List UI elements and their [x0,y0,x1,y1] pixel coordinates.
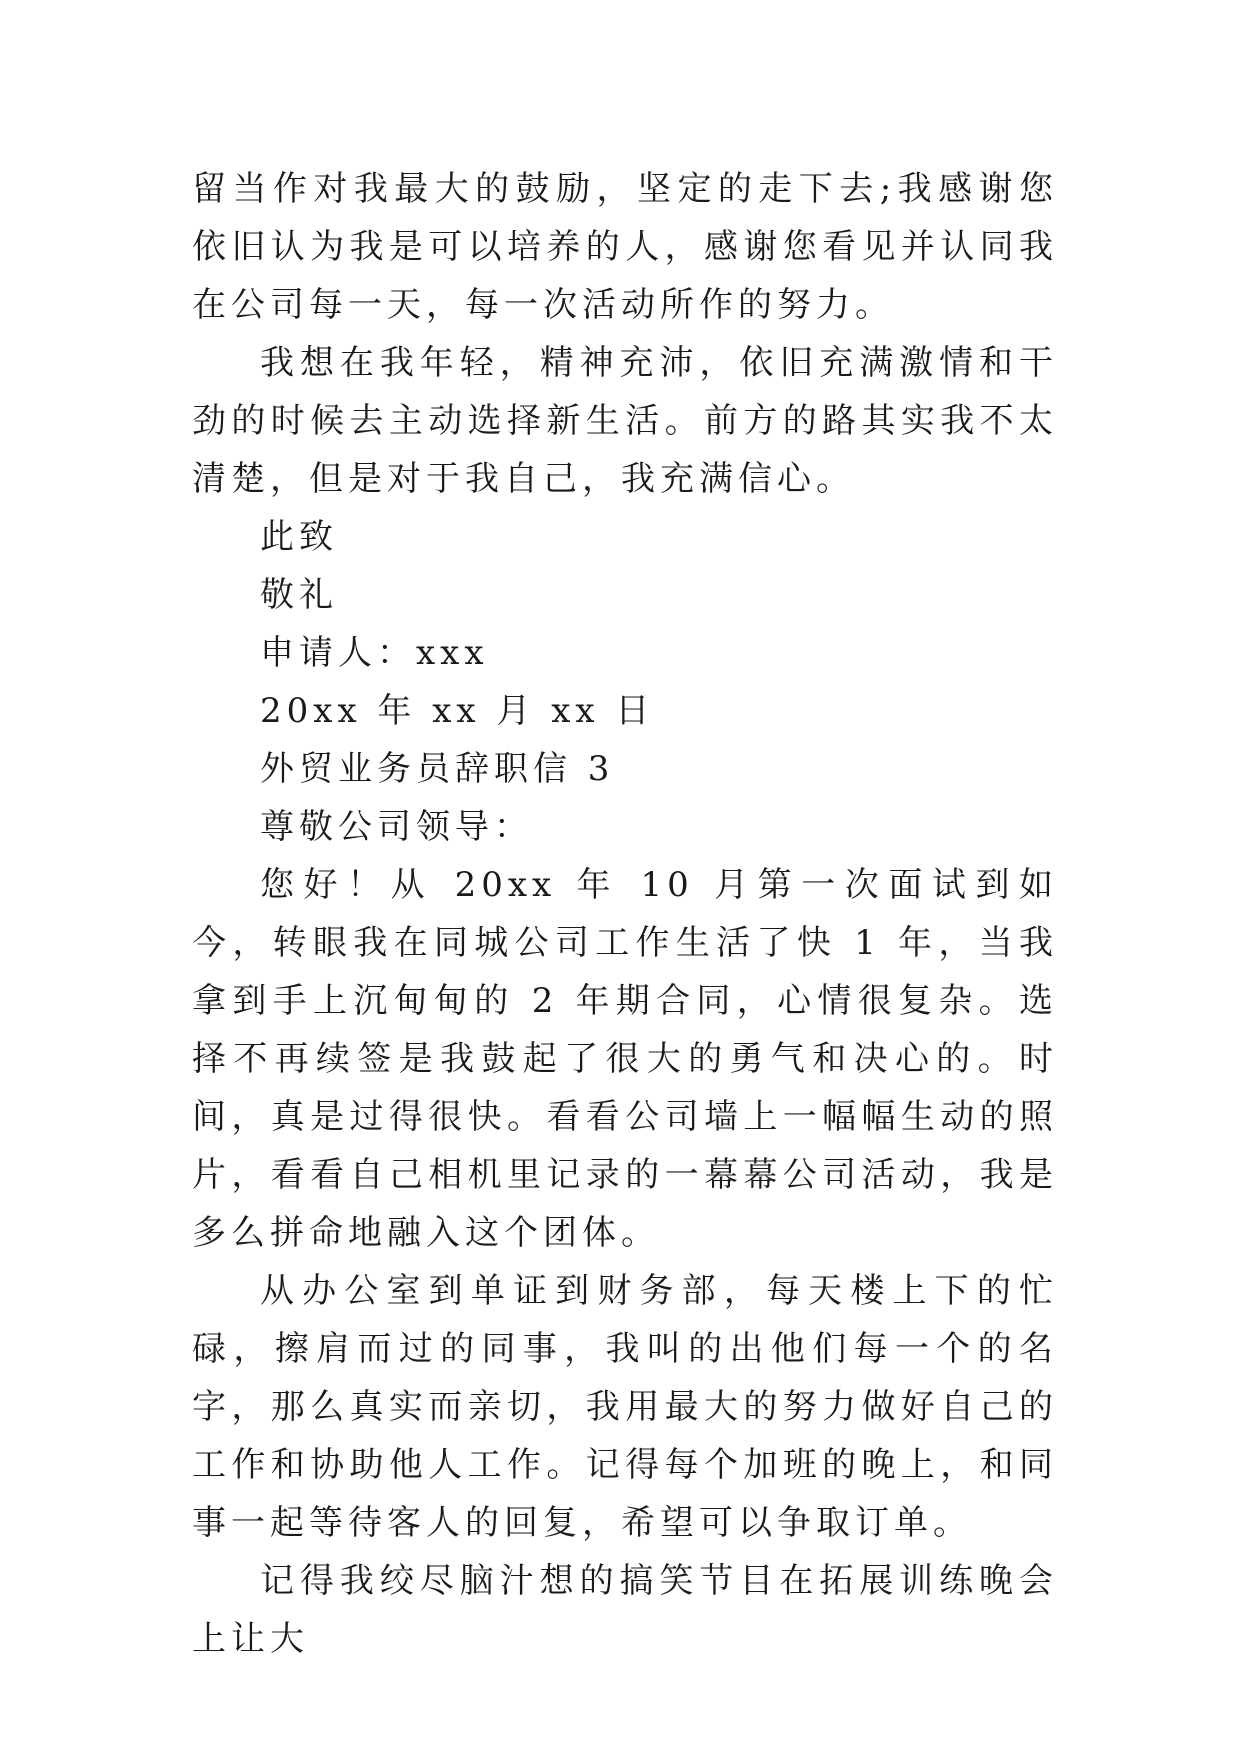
paragraph-office: 从办公室到单证到财务部，每天楼上下的忙碌，擦肩而过的同事，我叫的出他们每一个的名字，那么真实而亲切，我用最大的努力做好自己的工作和协助他人工作。记得每个加班的晚上，和同事一起等待客人的回复，希望可以争取订单。 [192,1271,1058,1543]
letter-title: 外贸业务员辞职信 3 [260,749,615,789]
letter-greeting: 尊敬公司领导： [260,807,533,847]
document-body [192,160,1058,1668]
applicant-line: 申请人：xxx [260,633,489,673]
date-line: 20xx 年 xx 月 xx 日 [260,691,655,731]
paragraph-opening: 您好！从 20xx 年 10 月第一次面试到如今，转眼我在同城公司工作生活了快 1 年，当我拿到手上沉甸甸的 2 年期合同，心情很复杂。选择不再续签是我鼓起了很大的勇气和决心的。时间，真是过得很快。看看公司墙上一幅幅生动的照片，看看自己相机里记录的一幕幕公司活动，我是多么拼命地融入这个团体。 [192,865,1058,1253]
paragraph-continuation: 留当作对我最大的鼓励，坚定的走下去;我感谢您依旧认为我是可以培养的人，感谢您看见并认同我在公司每一天，每一次活动所作的努力。 [192,169,1058,325]
paragraph-new-life: 我想在我年轻，精神充沛，依旧充满激情和干劲的时候去主动选择新生活。前方的路其实我不太清楚，但是对于我自己，我充满信心。 [192,343,1058,499]
closing-salutation: 此致 [260,517,338,557]
closing-regards: 敬礼 [260,575,338,615]
paragraph-memory: 记得我绞尽脑汁想的搞笑节目在拓展训练晚会上让大 [192,1561,1058,1659]
